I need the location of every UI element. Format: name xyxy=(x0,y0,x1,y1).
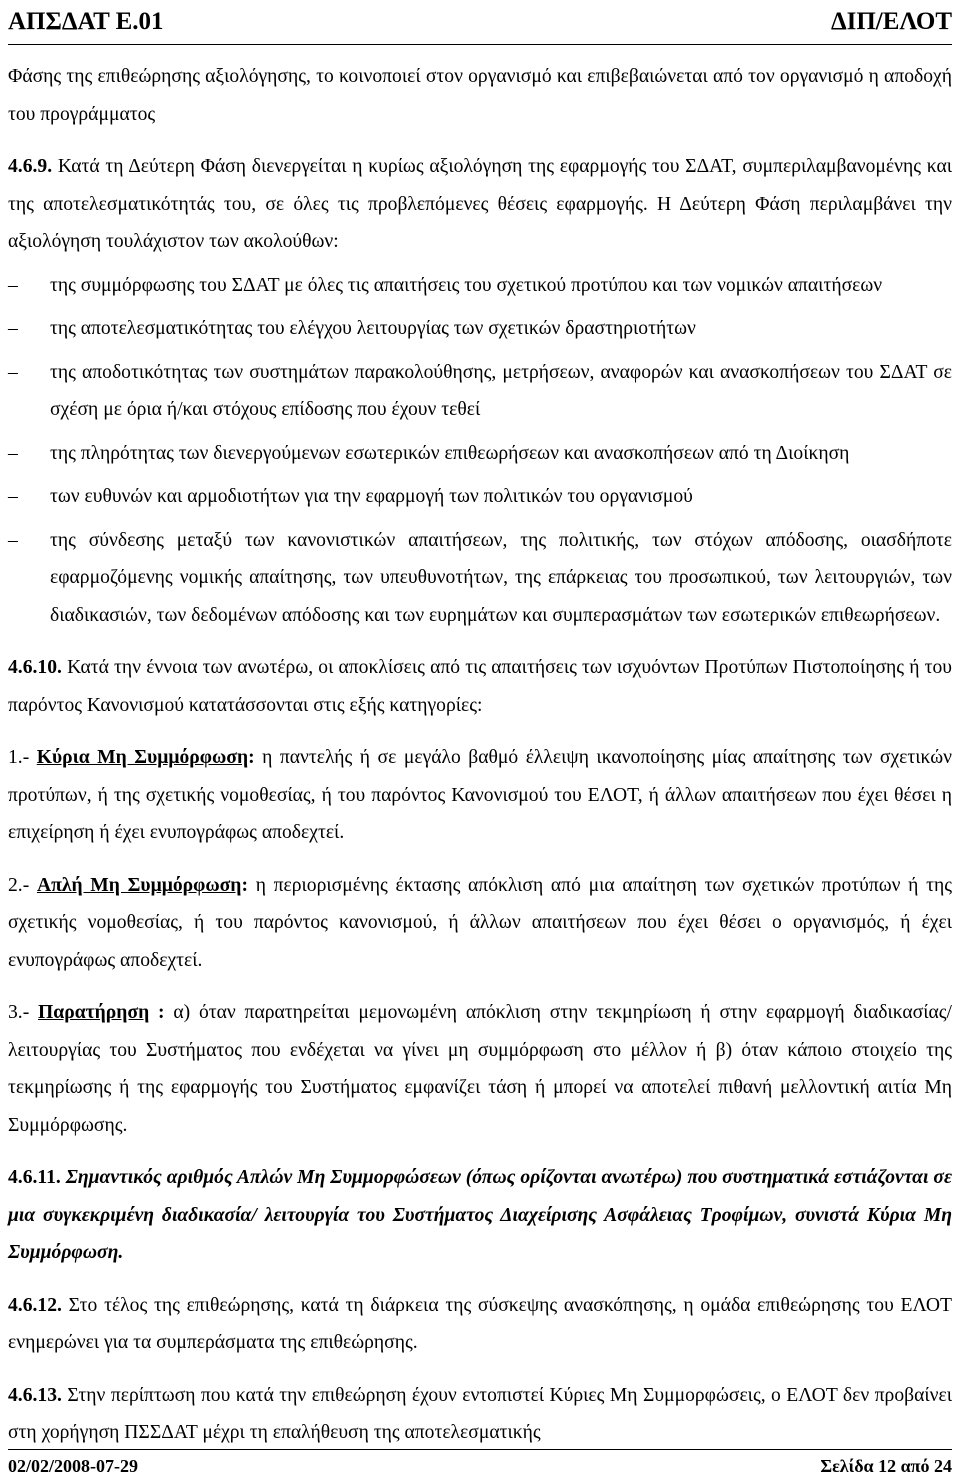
category-observation: 3.- Παρατήρηση : α) όταν παρατηρείται μεμονωμένη απόκλιση στην τεκμηρίωση ή στην εφαρμογή διαδικασίας/ λειτουργίας του Συστήματος που ενδέχεται να γίνει μη συμμόρφωση στο μέλλον ή β) όταν κάποιο στοιχείο της τεκμηρίωσης ή της εφαρμογής του Συστήματος εμφανίζει τάση ή μπορεί να αποτελεί πιθανή μελλοντική αιτία Μη Συμμόρφωσης. xyxy=(8,1002,952,1136)
category-number: 3.- xyxy=(8,1002,30,1023)
header-department: ΔΙΠ/ΕΛΟΤ xyxy=(830,8,952,35)
category-minor-nonconformity: 2.- Απλή Μη Συμμόρφωση: η περιορισμένης έκτασης απόκλιση από μια απαίτηση των σχετικών προτύπων ή της σχετικής νομοθεσίας, ή του παρόντος κανονισμού, ή άλλων απαιτήσεων που έχει θέσει ο οργανισμός, ή έχει ενυπογράφως αποδεχτεί. xyxy=(8,874,952,971)
intro-paragraph: Φάσης της επιθεώρησης αξιολόγησης, το κοινοποιεί στον οργανισμό και επιβεβαιώνεται από τον οργανισμό η αποδοχή του προγράμματος xyxy=(8,66,952,125)
category-text: η παντελής ή σε μεγάλο βαθμό έλλειψη ικανοποίησης μίας απαίτησης των σχετικών προτύπων, ή της σχετικής νομοθεσίας, ή του παρόντος Κανονισμού του ΕΛΟΤ, ή άλλων απαιτήσεων που έχει θέσει η επιχείρηση ή έχει ενυπογράφως αποδεχτεί. xyxy=(8,747,952,843)
category-number: 1.- xyxy=(8,747,30,768)
section-number: 4.6.12. xyxy=(8,1294,62,1316)
dash-bullet: – xyxy=(8,274,18,296)
list-item: – της αποτελεσματικότητας του ελέγχου λειτουργίας των σχετικών δραστηριοτήτων xyxy=(8,310,952,348)
page-header xyxy=(8,0,952,45)
list-item: – της αποδοτικότητας των συστημάτων παρακολούθησης, μετρήσεων, αναφορών και ανασκοπήσεων του ΣΔΑΤ σε σχέση με όρια ή/και στόχους επίδοσης που έχουν τεθεί xyxy=(8,354,952,429)
dash-bullet: – xyxy=(8,486,18,507)
section-4-6-10 xyxy=(8,649,952,724)
list-item: – της πληρότητας των διενεργούμενων εσωτερικών επιθεωρήσεων και ανασκοπήσεων από τη Διοίκηση xyxy=(8,435,952,473)
list-item: – της συμμόρφωσης του ΣΔΑΤ με όλες τις απαιτήσεις του σχετικού προτύπου και των νομικών απαιτήσεων xyxy=(8,267,952,305)
page-footer xyxy=(8,1449,952,1482)
dash-bullet: – xyxy=(8,318,18,339)
footer-date: 02/02/2008-07-29 xyxy=(8,1455,138,1476)
section-number: 4.6.11. xyxy=(8,1167,61,1188)
section-text: Στο τέλος της επιθεώρησης, κατά τη διάρκεια της σύσκεψης ανασκόπησης, η ομάδα επιθεώρησης του ΕΛΟΤ ενημερώνει για τα συμπεράσματα της επιθεώρησης. xyxy=(8,1294,952,1353)
section-number: 4.6.10. xyxy=(8,657,62,678)
dash-bullet: – xyxy=(8,361,18,383)
section-number: 4.6.9. xyxy=(8,156,53,177)
list-item: – των ευθυνών και αρμοδιοτήτων για την εφαρμογή των πολιτικών του οργανισμού xyxy=(8,478,952,516)
footer-page-number: Σελίδα 12 από 24 xyxy=(820,1455,952,1476)
dash-bullet: – xyxy=(8,442,18,464)
assessment-list xyxy=(8,267,952,635)
category-term: Παρατήρηση xyxy=(38,1002,150,1023)
header-doc-code: ΑΠΣΔΑΤ Ε.01 xyxy=(8,8,164,35)
category-term: Απλή Μη Συμμόρφωση xyxy=(36,874,242,896)
category-text: α) όταν παρατηρείται μεμονωμένη απόκλιση στην τεκμηρίωση ή στην εφαρμογή διαδικασίας/ λειτουργίας του Συστήματος που ενδέχεται να γίνει μη συμμόρφωση στο μέλλον ή β) όταν κάποιο στοιχείο της τεκμηρίωσης ή της εφαρμογής του Συστήματος εμφανίζει τάση ή μπορεί να αποτελεί πιθανή μελλοντική αιτία Μη Συμμόρφωσης. xyxy=(8,1002,952,1136)
section-4-6-9 xyxy=(8,148,952,261)
dash-bullet: – xyxy=(8,529,18,551)
section-4-6-13 xyxy=(8,1377,952,1452)
category-major-nonconformity: 1.- Κύρια Μη Συμμόρφωση: η παντελής ή σε μεγάλο βαθμό έλλειψη ικανοποίησης μίας απαίτησης των σχετικών προτύπων, ή της σχετικής νομοθεσίας, ή του παρόντος Κανονισμού του ΕΛΟΤ, ή άλλων απαιτήσεων που έχει θέσει η επιχείρηση ή έχει ενυπογράφως αποδεχτεί. xyxy=(8,747,952,843)
section-number: 4.6.13. xyxy=(8,1384,62,1406)
section-text: Κατά τη Δεύτερη Φάση διενεργείται η κυρίως αξιολόγηση της εφαρμογής του ΣΔΑΤ, συμπεριλαμβανομένης και της αποτελεσματικότητάς του, σε όλες τις προβλεπόμενες θέσεις εφαρμογής. Η Δεύτερη Φάση περιλαμβάνει την αξιολόγηση τουλάχιστον των ακολούθων: xyxy=(8,156,952,252)
section-text: Σημαντικός αριθμός Απλών Μη Συμμορφώσεων (όπως ορίζονται ανωτέρω) που συστηματικά εστιάζονται σε μια συγκεκριμένη διαδικασία/ λειτουργία του Συστήματος Διαχείρισης Ασφάλειας Τροφίμων, συνιστά Κύρια Μη Συμμόρφωση. xyxy=(8,1167,952,1263)
section-text: Στην περίπτωση που κατά την επιθεώρηση έχουν εντοπιστεί Κύριες Μη Συμμορφώσεις, ο ΕΛΟΤ δεν προβαίνει στη χορήγηση ΠΣΣΔΑΤ μέχρι τη επαλήθευση της αποτελεσματικής xyxy=(8,1384,952,1443)
category-term: Κύρια Μη Συμμόρφωση xyxy=(36,747,249,768)
section-4-6-12 xyxy=(8,1287,952,1362)
section-text: Κατά την έννοια των ανωτέρω, οι αποκλίσεις από τις απαιτήσεις των ισχυόντων Προτύπων Πιστοποίησης ή του παρόντος Κανονισμού κατατάσσονται στις εξής κατηγορίες: xyxy=(8,657,952,716)
list-item: – της σύνδεσης μεταξύ των κανονιστικών απαιτήσεων, της πολιτικής, των στόχων απόδοσης, οιασδήποτε εφαρμοζόμενης νομικής απαίτησης, των υπευθυνοτήτων, της επάρκειας του προσωπικού, των λειτουργιών, των διαδικασιών, των δεδομένων απόδοσης και των ευρημάτων και συμπερασμάτων των εσωτερικών επιθεωρήσεων. xyxy=(8,522,952,635)
document-body xyxy=(8,58,952,1452)
category-text: η περιορισμένης έκτασης απόκλιση από μια απαίτηση των σχετικών προτύπων ή της σχετικής νομοθεσίας, ή του παρόντος κανονισμού, ή άλλων απαιτήσεων που έχει θέσει ο οργανισμός, ή έχει ενυπογράφως αποδεχτεί. xyxy=(8,874,952,971)
section-4-6-11 xyxy=(8,1159,952,1272)
category-number: 2.- xyxy=(8,874,30,896)
